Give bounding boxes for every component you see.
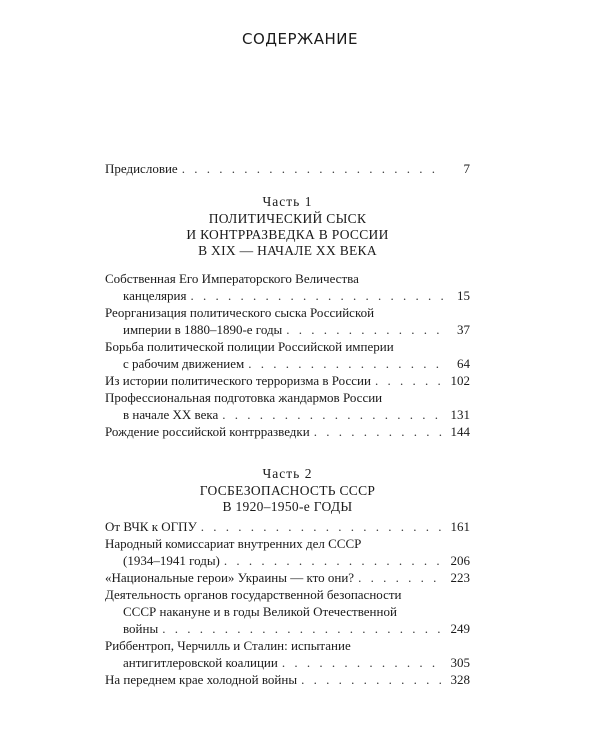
toc-entry-preface[interactable] [105, 160, 470, 177]
toc-entry[interactable] [105, 569, 470, 586]
part-title-line: В XIX — НАЧАЛЕ XX ВЕКА [198, 243, 377, 258]
part-title-line: В 1920–1950-е ГОДЫ [222, 499, 353, 514]
toc-entry[interactable] [105, 518, 470, 535]
part-number: Часть 1 [262, 194, 313, 209]
dot-leader [301, 671, 444, 688]
page-number: 249 [450, 621, 470, 636]
page-number: 7 [463, 161, 470, 176]
page-number: 15 [457, 288, 470, 303]
entry-title-line: антигитлеровской коалиции [123, 655, 278, 670]
page-number: 144 [450, 424, 470, 439]
toc-entry[interactable] [105, 304, 470, 338]
page-number: 328 [450, 672, 470, 687]
entry-title-line: Риббентроп, Черчилль и Сталин: испытание [105, 638, 351, 653]
entry-title-line: Реорганизация политического сыска Российской [105, 305, 375, 320]
toc-entry[interactable] [105, 671, 470, 688]
dot-leader [182, 160, 444, 177]
dot-leader [358, 569, 444, 586]
entry-title-line: На переднем крае холодной войны [105, 672, 298, 687]
part-number: Часть 2 [262, 466, 313, 481]
part-title-line: И КОНТРРАЗВЕДКА В РОССИИ [186, 227, 389, 242]
entry-title: Предисловие [105, 161, 178, 176]
dot-leader [162, 620, 444, 637]
dot-leader [224, 552, 444, 569]
part-2-entries [105, 518, 470, 688]
dot-leader [201, 518, 444, 535]
entry-title-line: Деятельность органов государственной безопасности [105, 587, 402, 602]
dot-leader [190, 287, 444, 304]
toc-entry[interactable] [105, 535, 470, 569]
dot-leader [222, 406, 444, 423]
toc-entry[interactable] [105, 372, 470, 389]
part-1-entries [105, 270, 470, 440]
toc-entry[interactable] [105, 637, 470, 671]
dot-leader [286, 321, 444, 338]
part-title-line: ПОЛИТИЧЕСКИЙ СЫСК [208, 211, 367, 226]
toc-entry[interactable] [105, 586, 470, 637]
entry-title-line: Борьба политической полиции Российской империи [105, 339, 394, 354]
page-number: 131 [450, 407, 470, 422]
page-number: 161 [450, 519, 470, 534]
entry-title-line: «Национальные герои» Украины — кто они? [105, 570, 355, 585]
part-title-line: ГОСБЕЗОПАСНОСТЬ СССР [199, 483, 376, 498]
dot-leader [248, 355, 444, 372]
dot-leader [375, 372, 444, 389]
entry-title-line: империи в 1880–1890-е годы [123, 322, 283, 337]
toc-entry[interactable] [105, 423, 470, 440]
page-number: 223 [450, 570, 470, 585]
dot-leader [282, 654, 444, 671]
part-2-heading [105, 466, 470, 515]
preface-block [105, 160, 470, 177]
entry-title-line: СССР накануне и в годы Великой Отечественной [123, 604, 397, 619]
entry-title-line: Народный комиссариат внутренних дел СССР [105, 536, 362, 551]
dot-leader [314, 423, 444, 440]
page-number: 206 [450, 553, 470, 568]
toc-entry[interactable] [105, 270, 470, 304]
page-number: 37 [457, 322, 470, 337]
entry-title-line: Собственная Его Императорского Величества [105, 271, 359, 286]
entry-title-line: Профессиональная подготовка жандармов России [105, 390, 383, 405]
toc-entry[interactable] [105, 389, 470, 423]
page-number: 102 [450, 373, 470, 388]
page-number: 305 [450, 655, 470, 670]
page-title: СОДЕРЖАНИЕ [242, 30, 358, 48]
entry-title-line: войны [123, 621, 159, 636]
toc-entry[interactable] [105, 338, 470, 372]
entry-title-line: От ВЧК к ОГПУ [105, 519, 197, 534]
entry-title-line: в начале XX века [123, 407, 219, 422]
entry-title-line: с рабочим движением [123, 356, 245, 371]
entry-title-line: Из истории политического терроризма в России [105, 373, 371, 388]
page-number: 64 [457, 356, 470, 371]
entry-title-line: канцелярия [123, 288, 187, 303]
part-1-heading [105, 194, 470, 259]
entry-title-line: Рождение российской контрразведки [105, 424, 310, 439]
entry-title-line: (1934–1941 годы) [123, 553, 220, 568]
